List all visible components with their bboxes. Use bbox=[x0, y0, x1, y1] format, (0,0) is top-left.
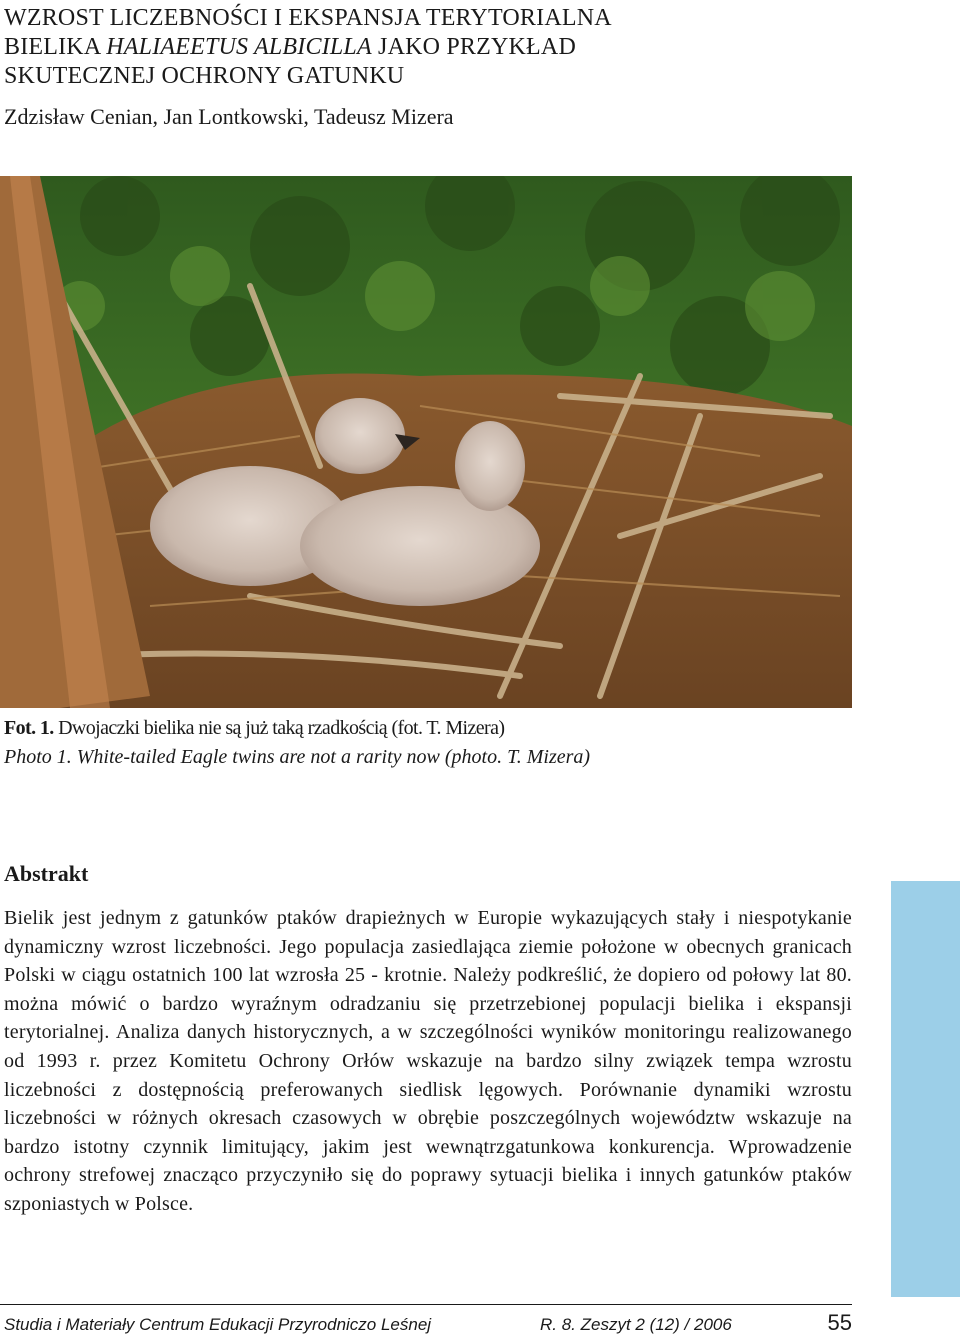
title-line-2-suffix: JAKO PRZYKŁAD bbox=[371, 34, 576, 60]
title-line-3: SKUTECZNEJ OCHRONY GATUNKU bbox=[4, 63, 405, 89]
caption-text: Dwojaczki bielika nie są już taką rzadkością (fot. T. Mizera) bbox=[53, 717, 505, 739]
abstract-heading: Abstrakt bbox=[4, 861, 89, 886]
author-list: Zdzisław Cenian, Jan Lontkowski, Tadeusz Mizera bbox=[4, 104, 454, 129]
abstract-text: Bielik jest jednym z gatunków ptaków drapieżnych w Europie wykazujących stały i niespotykanie dynamiczny wzrost liczebności. Jego populacja zasiedlająca ziemie położone w obecnych granicach Polski w ciągu ostatnich 100 lat wzrosła 25 - krotnie. Należy podkreślić, że dopiero od połowy lat 80. można mówić o bardzo wyraźnym odradzaniu się przetrzebionej populacji bielika i ekspansji terytorialnej. Analiza danych historycznych, a w szczególności wyników monitoringu realizowanego od 1993 r. przez Komitetu Ochrony Orłów wskazuje na bardzo silny związek tempa wzrostu liczebności z dostępnością preferowanych siedlisk lęgowych. Porównanie dynamiki wzrostu liczebności w różnych okresach czasowych w obrębie poszczególnych województw wskazuje na bardzo istotny czynnik limitujący, jakim jest wewnątrzgatunkowa konkurencja. Wprowadzenie ochrony strefowej znacząco przyczyniło się do poprawy sytuacji bielika i innych gatunków ptaków szponiastych w Polsce. bbox=[4, 907, 852, 1215]
species-name: HALIAEETUS ALBICILLA bbox=[106, 34, 372, 60]
eagle-nest-photo bbox=[0, 176, 852, 708]
journal-name: Studia i Materiały Centrum Edukacji Przyrodniczo Leśnej bbox=[4, 1315, 432, 1334]
photo-caption-polish bbox=[4, 716, 504, 740]
footer-divider bbox=[0, 1304, 852, 1305]
issue-info: R. 8. Zeszyt 2 (12) / 2006 bbox=[540, 1315, 732, 1334]
side-color-bar bbox=[891, 881, 960, 1297]
caption-label: Fot. 1. bbox=[4, 717, 54, 739]
title-line-1: WZROST LICZEBNOŚCI I EKSPANSJA TERYTORIALNA bbox=[4, 5, 612, 31]
page-number: 55 bbox=[827, 1310, 852, 1335]
photo-caption-english: Photo 1. White-tailed Eagle twins are not a rarity now (photo. T. Mizera) bbox=[4, 746, 591, 768]
article-title bbox=[4, 4, 764, 91]
title-line-2-prefix: BIELIKA bbox=[4, 34, 107, 60]
page-footer bbox=[4, 1310, 852, 1337]
